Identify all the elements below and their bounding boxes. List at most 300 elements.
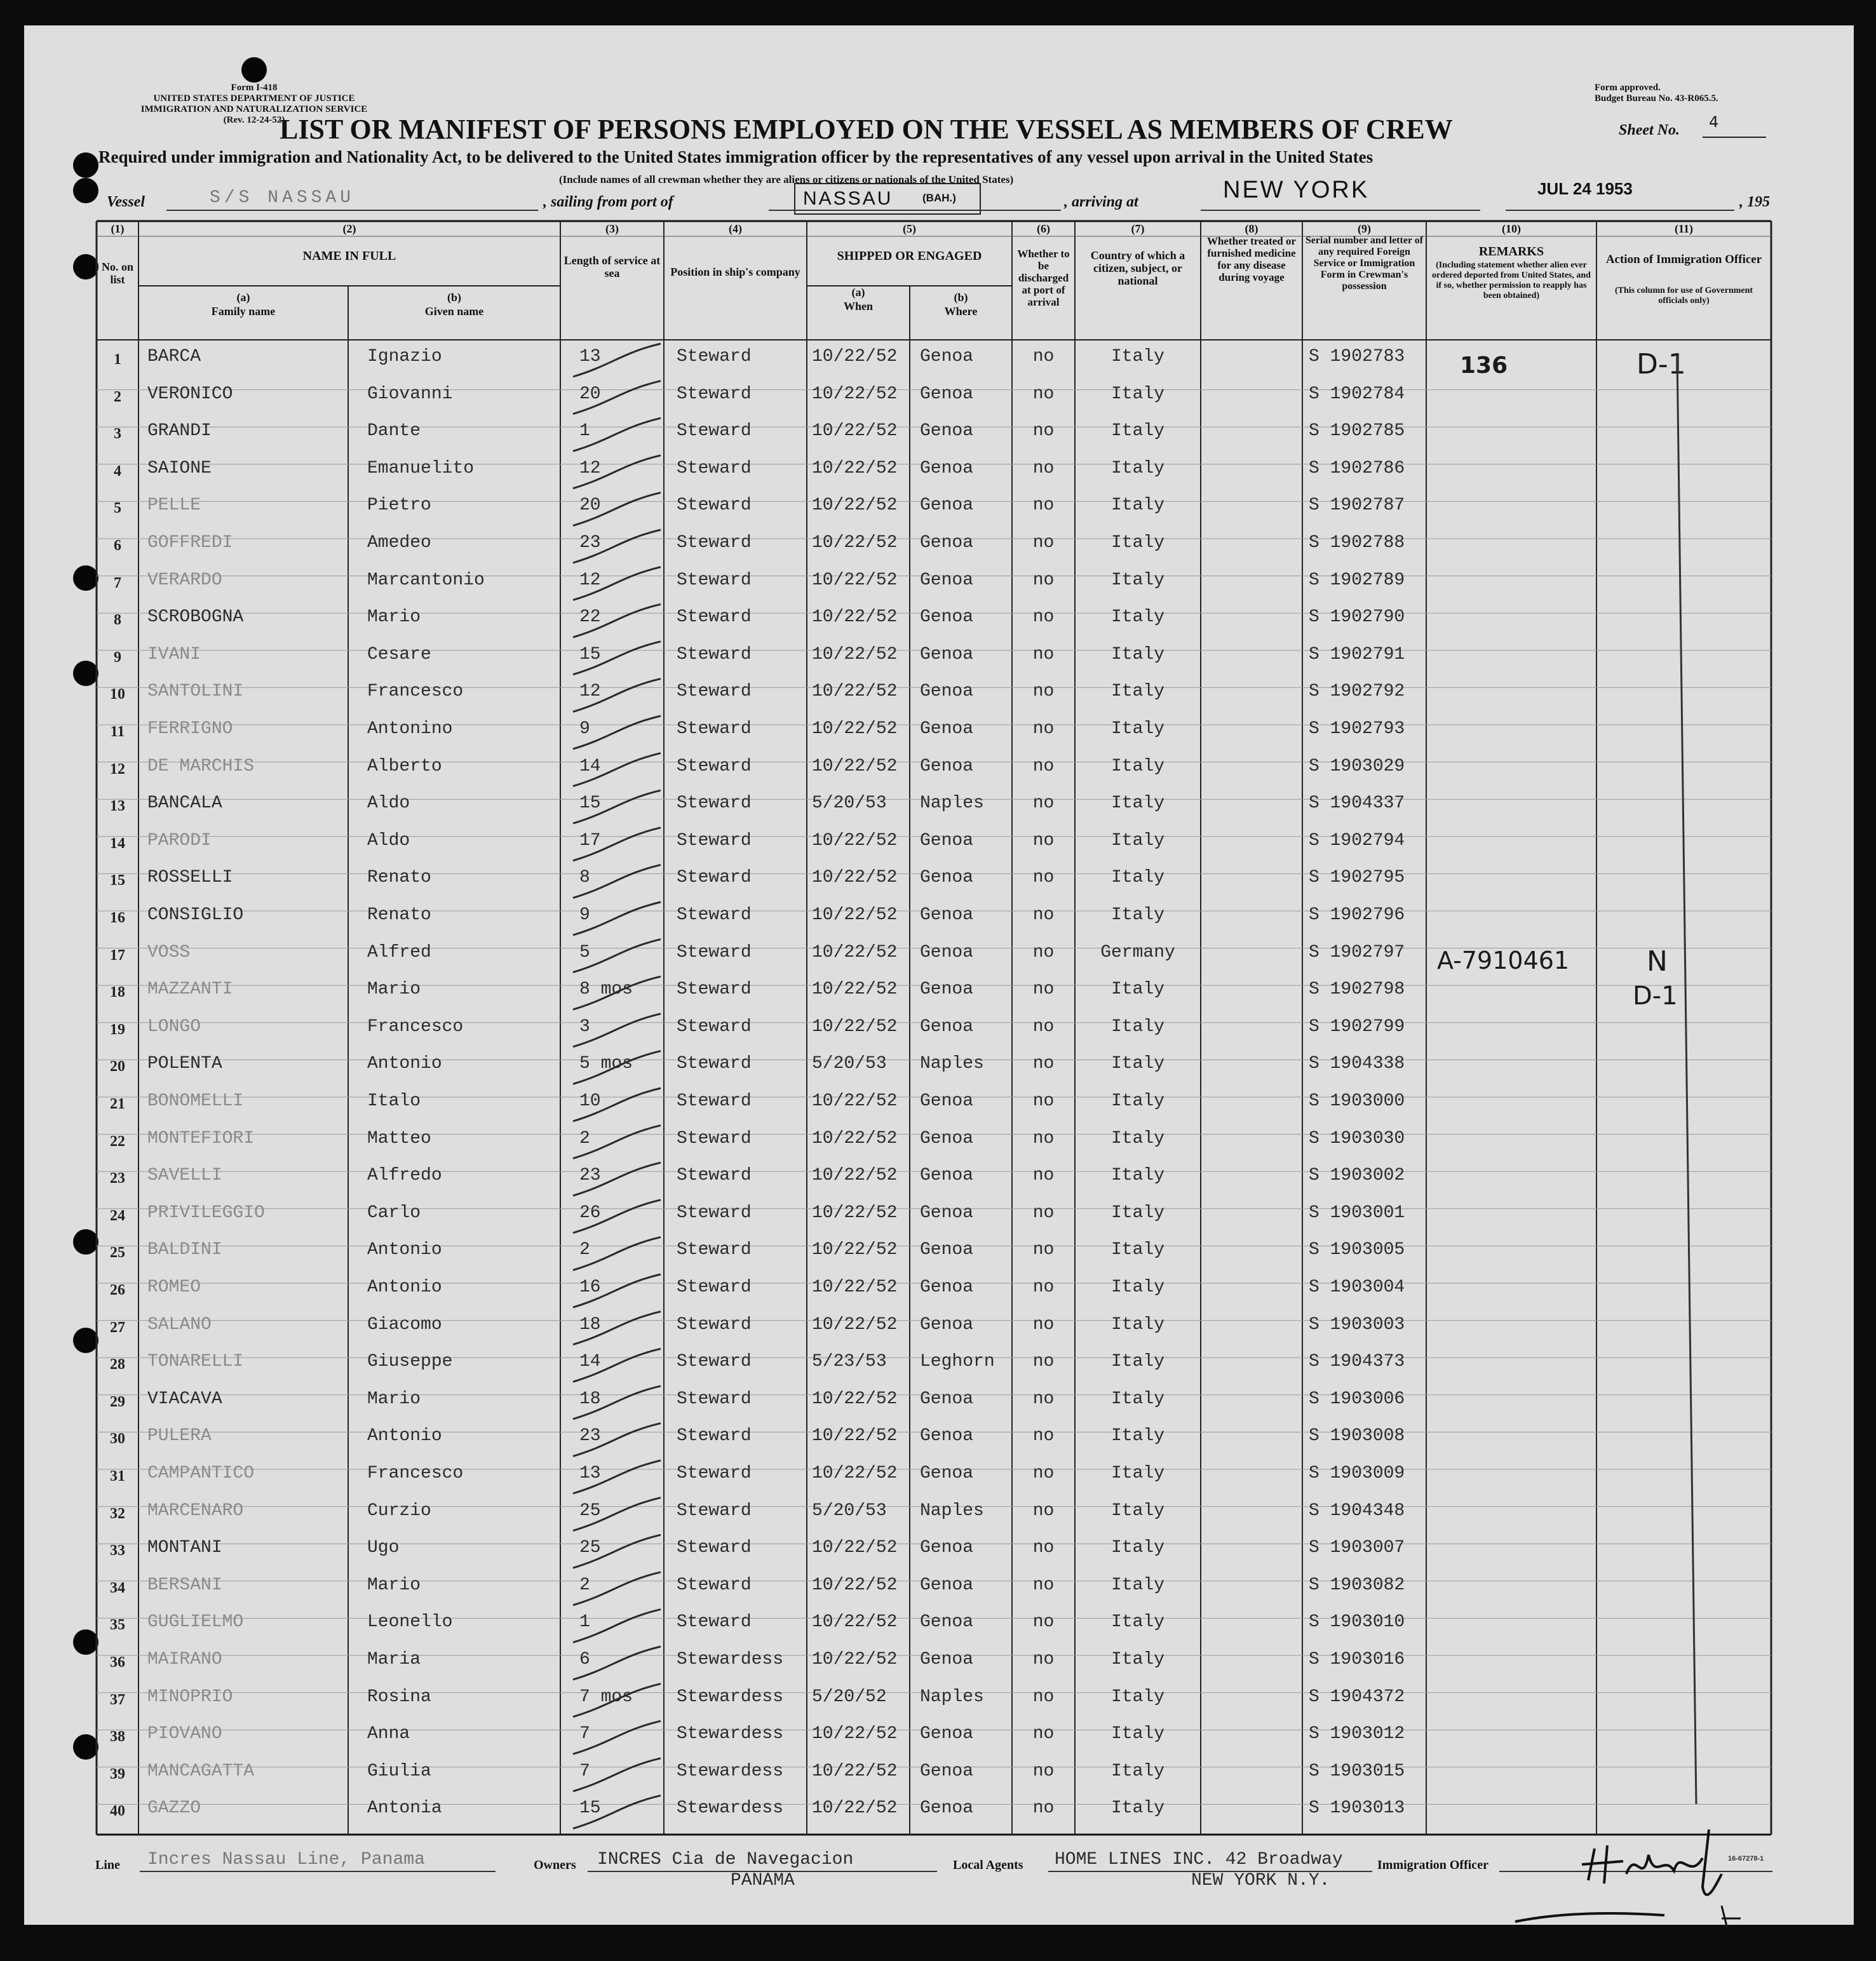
shipped-when: 10/22/52: [812, 1464, 898, 1483]
column-number: (1): [111, 222, 125, 235]
shipped-where: Naples: [920, 1500, 984, 1521]
given-name: Mario: [367, 1389, 421, 1409]
discharged: no: [1032, 793, 1055, 814]
serial-number: S 1904372: [1309, 1687, 1405, 1707]
shipped-where: Genoa: [920, 682, 974, 702]
serial-number: S 1903001: [1309, 1203, 1405, 1223]
row-number: 13: [110, 798, 125, 815]
sheet-no-value: 4: [1709, 113, 1719, 131]
shipped-when: 10/22/52: [812, 495, 898, 516]
shipped-when: 10/22/52: [812, 1166, 898, 1186]
length-of-service: 2: [579, 1128, 590, 1149]
length-of-service: 20: [579, 495, 601, 516]
serial-number: S 1903008: [1309, 1426, 1405, 1446]
shipped-where: Genoa: [920, 533, 974, 553]
col-head-family-letter: (a): [236, 291, 250, 304]
remark-row-1: 136: [1460, 353, 1508, 379]
family-name: BONOMELLI: [147, 1091, 244, 1111]
discharged: no: [1032, 1240, 1055, 1260]
serial-number: S 1902788: [1309, 533, 1405, 553]
shipped-when: 10/22/52: [812, 644, 898, 664]
row-number: 31: [110, 1468, 125, 1485]
shipped-when: 10/22/52: [812, 1016, 898, 1037]
position: Steward: [677, 1389, 752, 1409]
shipped-where: Genoa: [920, 421, 974, 441]
family-name: MANCAGATTA: [147, 1761, 255, 1781]
country: Italy: [1110, 458, 1164, 478]
country: Italy: [1110, 1352, 1164, 1372]
shipped-when: 10/22/52: [812, 384, 898, 404]
shipped-where: Genoa: [920, 1389, 974, 1409]
row-number: 3: [114, 426, 121, 443]
discharged: no: [1032, 1166, 1055, 1186]
given-name: Mario: [367, 1575, 421, 1595]
position: Stewardess: [677, 1687, 784, 1707]
discharged: no: [1032, 1761, 1055, 1781]
col-head-when: When: [843, 300, 873, 313]
serial-number: S 1903004: [1309, 1277, 1405, 1297]
shipped-when: 10/22/52: [812, 421, 898, 441]
row-number: 27: [110, 1319, 125, 1336]
length-of-service: 5: [579, 942, 590, 962]
serial-number: S 1902786: [1309, 458, 1405, 478]
family-name: MAIRANO: [147, 1650, 222, 1669]
length-of-service: 17: [579, 830, 601, 851]
agents-city: NEW YORK N.Y.: [1191, 1871, 1330, 1890]
length-of-service: 26: [579, 1203, 601, 1223]
family-name: BERSANI: [147, 1575, 222, 1595]
row-number: 21: [110, 1096, 125, 1112]
col-head-family: Family name: [211, 305, 276, 318]
shipped-when: 10/22/52: [812, 1240, 898, 1260]
position: Steward: [677, 421, 752, 441]
shipped-where: Genoa: [920, 1724, 974, 1744]
length-of-service: 2: [579, 1240, 590, 1260]
length-of-service: 13: [579, 1464, 601, 1483]
row-number: 18: [110, 984, 125, 1001]
shipped-when: 10/22/52: [812, 347, 898, 367]
country: Italy: [1110, 1426, 1164, 1446]
action-row-18: D-1: [1633, 981, 1678, 1011]
serial-number: S 1904373: [1309, 1352, 1405, 1372]
shipped-where: Genoa: [920, 1128, 974, 1149]
shipped-where: Genoa: [920, 458, 974, 478]
shipped-when: 5/20/53: [812, 793, 887, 814]
length-of-service: 7: [579, 1761, 590, 1781]
given-name: Amedeo: [367, 533, 431, 553]
length-of-service: 25: [579, 1538, 601, 1558]
row-number: 26: [110, 1282, 125, 1298]
length-of-service: 16: [579, 1277, 601, 1297]
given-name: Antonio: [367, 1426, 442, 1446]
family-name: PIOVANO: [147, 1724, 222, 1744]
family-name: MAZZANTI: [147, 980, 233, 1000]
family-name: PARODI: [147, 830, 212, 851]
row-number: 37: [110, 1691, 125, 1708]
family-name: SANTOLINI: [147, 682, 244, 702]
length-of-service: 23: [579, 1166, 601, 1186]
column-number: (4): [729, 222, 742, 235]
serial-number: S 1903082: [1309, 1575, 1405, 1595]
col-head-medicine: Whether treated or furnished medicine for any disease during voyage: [1206, 235, 1297, 283]
agents-value: HOME LINES INC. 42 Broadway: [1055, 1850, 1343, 1870]
col-head-given-letter: (b): [447, 291, 461, 304]
family-name: SAIONE: [147, 458, 212, 478]
position: Steward: [677, 719, 752, 739]
position: Steward: [677, 1500, 752, 1521]
shipped-when: 10/22/52: [812, 756, 898, 776]
given-name: Ignazio: [367, 347, 442, 367]
country: Italy: [1110, 1054, 1164, 1074]
length-of-service: 14: [579, 756, 601, 776]
col-head-shipped: SHIPPED OR ENGAGED: [837, 249, 982, 263]
serial-number: S 1904337: [1309, 793, 1405, 814]
country: Italy: [1110, 1240, 1164, 1260]
country: Italy: [1110, 756, 1164, 776]
serial-number: S 1902787: [1309, 495, 1405, 516]
given-name: Marcantonio: [367, 570, 485, 590]
shipped-where: Genoa: [920, 1761, 974, 1781]
page-subtitle: Required under immigration and Nationality Act, to be delivered to the United States immigration officer by the representatives of any vessel upon arrival in the United States: [98, 147, 1373, 166]
discharged: no: [1032, 347, 1055, 367]
shipped-when: 10/22/52: [812, 1203, 898, 1223]
position: Steward: [677, 1352, 752, 1372]
position: Steward: [677, 942, 752, 962]
column-number: (7): [1131, 222, 1145, 235]
shipped-when: 10/22/52: [812, 1091, 898, 1111]
shipped-when: 10/22/52: [812, 1277, 898, 1297]
family-name: MONTEFIORI: [147, 1128, 255, 1149]
row-number: 39: [110, 1765, 125, 1782]
discharged: no: [1032, 980, 1055, 1000]
shipped-where: Genoa: [920, 1612, 974, 1633]
family-name: LONGO: [147, 1016, 201, 1037]
serial-number: S 1902792: [1309, 682, 1405, 702]
position: Steward: [677, 1538, 752, 1558]
shipped-when: 10/22/52: [812, 942, 898, 962]
row-number: 38: [110, 1729, 125, 1746]
row-number: 5: [114, 500, 121, 517]
given-name: Anna: [367, 1724, 410, 1744]
row-number: 9: [114, 649, 121, 666]
given-name: Francesco: [367, 1016, 464, 1037]
row-number: 12: [110, 760, 125, 778]
discharged: no: [1032, 830, 1055, 851]
given-name: Alfred: [367, 942, 431, 962]
family-name: VERARDO: [147, 570, 222, 590]
position: Steward: [677, 682, 752, 702]
country: Italy: [1110, 1612, 1164, 1633]
family-name: MARCENARO: [147, 1500, 244, 1521]
country: Italy: [1110, 1724, 1164, 1744]
serial-number: S 1903002: [1309, 1166, 1405, 1186]
row-number: 17: [110, 947, 125, 964]
discharged: no: [1032, 421, 1055, 441]
shipped-where: Genoa: [920, 495, 974, 516]
discharged: no: [1032, 1538, 1055, 1558]
row-number: 8: [114, 612, 121, 629]
arrival-date: JUL 24 1953: [1537, 179, 1633, 198]
row-number: 10: [110, 686, 125, 703]
family-name: POLENTA: [147, 1054, 222, 1074]
serial-number: S 1903000: [1309, 1091, 1405, 1111]
vessel-label: Vessel: [107, 194, 145, 210]
given-name: Cesare: [367, 644, 431, 664]
col-head-position: Position in ship's company: [670, 266, 800, 278]
discharged: no: [1032, 1798, 1055, 1819]
family-name: SALANO: [147, 1314, 212, 1335]
sailing-label: , sailing from port of: [543, 194, 673, 210]
shipped-when: 10/22/52: [812, 458, 898, 478]
length-of-service: 25: [579, 1500, 601, 1521]
country: Italy: [1110, 1091, 1164, 1111]
action-row-1: D-1: [1636, 348, 1686, 381]
length-of-service: 23: [579, 533, 601, 553]
shipped-when: 10/22/52: [812, 1314, 898, 1335]
position: Stewardess: [677, 1650, 784, 1669]
serial-number: S 1902793: [1309, 719, 1405, 739]
family-name: PRIVILEGGIO: [147, 1203, 265, 1223]
shipped-where: Naples: [920, 1054, 984, 1074]
given-name: Antonia: [367, 1798, 442, 1819]
col-head-remarks-note: (Including statement whether alien ever ordered deported from United States, and if so, whether permission to reapply has been obtained): [1432, 260, 1591, 300]
family-name: CAMPANTICO: [147, 1464, 255, 1483]
family-name: BALDINI: [147, 1240, 222, 1260]
position: Steward: [677, 495, 752, 516]
position: Steward: [677, 1054, 752, 1074]
position: Steward: [677, 830, 752, 851]
serial-number: S 1903009: [1309, 1464, 1405, 1483]
family-name: PULERA: [147, 1426, 212, 1446]
shipped-when: 10/22/52: [812, 682, 898, 702]
agency-service: IMMIGRATION AND NATURALIZATION SERVICE: [140, 104, 368, 114]
col-head-remarks: REMARKS: [1478, 245, 1544, 259]
discharged: no: [1032, 756, 1055, 776]
discharged: no: [1032, 495, 1055, 516]
discharged: no: [1032, 607, 1055, 628]
discharged: no: [1032, 533, 1055, 553]
serial-number: S 1902784: [1309, 384, 1405, 404]
row-number: 30: [110, 1431, 125, 1448]
family-name: BANCALA: [147, 793, 222, 814]
length-of-service: 12: [579, 458, 601, 478]
discharged: no: [1032, 1203, 1055, 1223]
discharged: no: [1032, 1650, 1055, 1669]
year-suffix: , 195: [1739, 194, 1770, 210]
shipped-where: Naples: [920, 1687, 984, 1707]
shipped-when: 5/20/53: [812, 1054, 887, 1074]
row-number: 19: [110, 1021, 125, 1038]
given-name: Mario: [367, 607, 421, 628]
position: Steward: [677, 1314, 752, 1335]
country: Italy: [1110, 644, 1164, 664]
shipped-where: Genoa: [920, 384, 974, 404]
country: Italy: [1110, 1314, 1164, 1335]
country: Italy: [1110, 1277, 1164, 1297]
family-name: SAVELLI: [147, 1166, 222, 1186]
position: Steward: [677, 1128, 752, 1149]
page-title: LIST OR MANIFEST OF PERSONS EMPLOYED ON THE VESSEL AS MEMBERS OF CREW: [280, 114, 1453, 145]
serial-number: S 1903007: [1309, 1538, 1405, 1558]
row-number: 23: [110, 1170, 125, 1187]
serial-number: S 1902785: [1309, 421, 1405, 441]
row-number: 40: [110, 1803, 125, 1820]
shipped-where: Genoa: [920, 1575, 974, 1595]
country: Italy: [1110, 980, 1164, 1000]
given-name: Ugo: [367, 1538, 400, 1558]
given-name: Aldo: [367, 793, 410, 814]
shipped-when: 10/22/52: [812, 607, 898, 628]
given-name: Francesco: [367, 1464, 464, 1483]
owners-country: PANAMA: [731, 1871, 795, 1890]
shipped-where: Genoa: [920, 1314, 974, 1335]
length-of-service: 8: [579, 868, 590, 888]
col-head-country: Country of which a citizen, subject, or national: [1090, 249, 1185, 287]
length-of-service: 18: [579, 1389, 601, 1409]
country: Italy: [1110, 1389, 1164, 1409]
family-name: BARCA: [147, 347, 201, 367]
length-of-service: 7 mos: [579, 1687, 633, 1707]
shipped-when: 10/22/52: [812, 1724, 898, 1744]
length-of-service: 1: [579, 1612, 590, 1633]
serial-number: S 1903010: [1309, 1612, 1405, 1633]
family-name: MINOPRIO: [147, 1687, 233, 1707]
row-number: 4: [114, 462, 121, 480]
column-number: (11): [1675, 222, 1693, 235]
position: Steward: [677, 756, 752, 776]
shipped-when: 5/20/52: [812, 1687, 887, 1707]
position: Steward: [677, 384, 752, 404]
position: Steward: [677, 1464, 752, 1483]
row-number: 34: [110, 1579, 125, 1596]
given-name: Giovanni: [367, 384, 453, 404]
action-vertical-stroke: [1652, 356, 1715, 1817]
row-number: 14: [110, 835, 125, 852]
family-name: MONTANI: [147, 1538, 222, 1558]
page-note: (Include names of all crewman whether they are aliens or citizens or nationals of the United States): [559, 173, 1014, 185]
discharged: no: [1032, 384, 1055, 404]
length-of-service: 7: [579, 1724, 590, 1744]
family-name: IVANI: [147, 644, 201, 664]
serial-number: S 1902797: [1309, 942, 1405, 962]
discharged: no: [1032, 458, 1055, 478]
shipped-when: 10/22/52: [812, 980, 898, 1000]
family-name: ROSSELLI: [147, 868, 233, 888]
length-of-service: 13: [579, 347, 601, 367]
row-number: 22: [110, 1133, 125, 1150]
sheet-no-label: Sheet No.: [1619, 122, 1680, 138]
country: Italy: [1110, 495, 1164, 516]
length-of-service: 15: [579, 644, 601, 664]
country: Italy: [1110, 1650, 1164, 1669]
country: Italy: [1110, 607, 1164, 628]
country: Italy: [1110, 347, 1164, 367]
given-name: Renato: [367, 868, 431, 888]
given-name: Aldo: [367, 830, 410, 851]
form-code: 16-67278-1: [1728, 1855, 1764, 1863]
country: Italy: [1110, 1798, 1164, 1819]
discharged: no: [1032, 1016, 1055, 1037]
given-name: Francesco: [367, 682, 464, 702]
country: Italy: [1110, 1464, 1164, 1483]
row-number: 11: [110, 724, 125, 740]
length-of-service: 12: [579, 570, 601, 590]
column-number: (2): [342, 222, 356, 235]
col-head-given: Given name: [424, 305, 484, 318]
col-head-where: Where: [944, 305, 978, 318]
shipped-where: Genoa: [920, 756, 974, 776]
discharged: no: [1032, 1426, 1055, 1446]
position: Steward: [677, 570, 752, 590]
discharged: no: [1032, 570, 1055, 590]
serial-number: S 1903006: [1309, 1389, 1405, 1409]
col-head-serial: Serial number and letter of any required Foreign Service or Immigration Form in Crewman's possession: [1305, 235, 1424, 292]
length-of-service: 5 mos: [579, 1054, 633, 1074]
country: Italy: [1110, 1500, 1164, 1521]
row-number: 36: [110, 1654, 125, 1671]
shipped-when: 10/22/52: [812, 533, 898, 553]
position: Steward: [677, 607, 752, 628]
family-name: VIACAVA: [147, 1389, 222, 1409]
given-name: Giacomo: [367, 1314, 442, 1335]
arriving-label: , arriving at: [1064, 194, 1138, 210]
row-number: 35: [110, 1617, 125, 1634]
shipped-where: Genoa: [920, 1016, 974, 1037]
col-head-discharged: Whether to be discharged at port of arrival: [1017, 248, 1070, 308]
budget-bureau: Budget Bureau No. 43-R065.5.: [1595, 93, 1718, 104]
serial-number: S 1902795: [1309, 868, 1405, 888]
line-rule: [140, 1871, 496, 1872]
country: Italy: [1110, 719, 1164, 739]
row-number: 6: [114, 537, 121, 554]
position: Steward: [677, 458, 752, 478]
officer-signature: [1512, 1810, 1779, 1937]
discharged: no: [1032, 1500, 1055, 1521]
given-name: Curzio: [367, 1500, 431, 1521]
given-name: Rosina: [367, 1687, 431, 1707]
discharged: no: [1032, 868, 1055, 888]
family-name: GUGLIELMO: [147, 1612, 244, 1633]
owners-value: INCRES Cia de Navegacion: [597, 1850, 854, 1870]
serial-number: S 1902798: [1309, 980, 1405, 1000]
position: Steward: [677, 1091, 752, 1111]
length-of-service: 2: [579, 1575, 590, 1595]
length-of-service: 20: [579, 384, 601, 404]
country: Italy: [1110, 1761, 1164, 1781]
shipped-where: Genoa: [920, 905, 974, 925]
position: Steward: [677, 533, 752, 553]
shipped-where: Genoa: [920, 1538, 974, 1558]
country: Italy: [1110, 793, 1164, 814]
length-of-service: 15: [579, 793, 601, 814]
country: Italy: [1110, 905, 1164, 925]
shipped-where: Genoa: [920, 830, 974, 851]
length-of-service: 15: [579, 1798, 601, 1819]
country: Italy: [1110, 1538, 1164, 1558]
shipped-when: 10/22/52: [812, 719, 898, 739]
serial-number: S 1902796: [1309, 905, 1405, 925]
discharged: no: [1032, 682, 1055, 702]
action-row-17: N: [1647, 945, 1668, 978]
family-name: FERRIGNO: [147, 719, 233, 739]
shipped-where: Genoa: [920, 644, 974, 664]
length-of-service: 1: [579, 421, 590, 441]
country: Italy: [1110, 682, 1164, 702]
shipped-where: Genoa: [920, 1277, 974, 1297]
serial-number: S 1902791: [1309, 644, 1405, 664]
col-head-name: NAME IN FULL: [302, 249, 396, 263]
family-name: VERONICO: [147, 384, 233, 404]
